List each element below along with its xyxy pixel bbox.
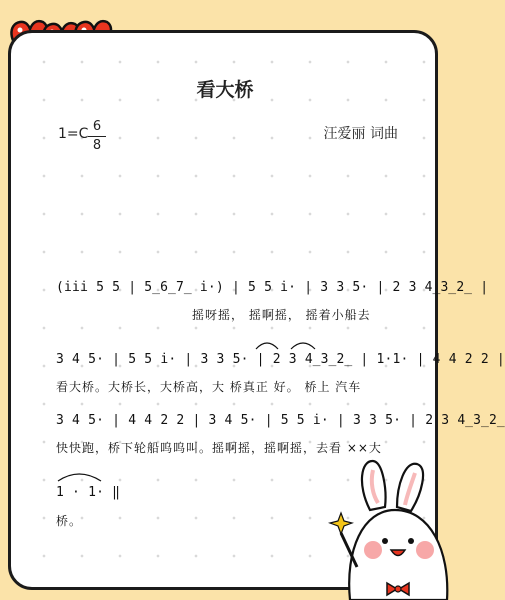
meter-top: 6 <box>88 118 106 137</box>
score-line-1-notes: (i̇i̇i̇ 5 5 | 5̲6̲7̲ i̇·) | 5 5 i̇· | 3 3 5· | 2 3 4̲3̲2̲ | <box>56 280 489 295</box>
score-line-3-lyrics: 快快跑，桥下轮船呜呜叫。摇啊摇，摇啊摇，去看 ××大 <box>56 441 382 455</box>
song-title: 看大桥 <box>196 79 254 101</box>
tie-arcs <box>253 337 323 351</box>
score-line-1-lyrics: 摇呀摇， 摇啊摇， 摇着小船去 <box>192 308 371 322</box>
meter-bottom: 8 <box>92 138 102 153</box>
score-line-2-notes: 3 4 5· | 5 5 i̇· | 3 3 5· | 2 3 4̲3̲2̲ | 1·1· | 4 4 2 2 | <box>56 352 505 367</box>
key-signature: 1=C <box>58 126 89 142</box>
time-signature <box>88 118 106 155</box>
bunny-mascot-icon <box>335 455 455 600</box>
score-line-4-notes: 1 · 1· ‖ <box>56 485 121 500</box>
composer-credit: 汪爱丽 词曲 <box>323 126 398 142</box>
score-line-4-lyrics: 桥。 <box>56 514 83 528</box>
score-line-3-notes: 3 4 5· | 4 4 2 2 | 3 4 5· | 5 5 i̇· | 3 3 5· | 2 3 4̲3̲2̲ <box>56 413 505 428</box>
tie-arc-final <box>55 469 105 483</box>
score-line-2-lyrics: 看大桥。大桥长，大桥高，大 桥真正 好。 桥上 汽车 <box>56 380 362 394</box>
